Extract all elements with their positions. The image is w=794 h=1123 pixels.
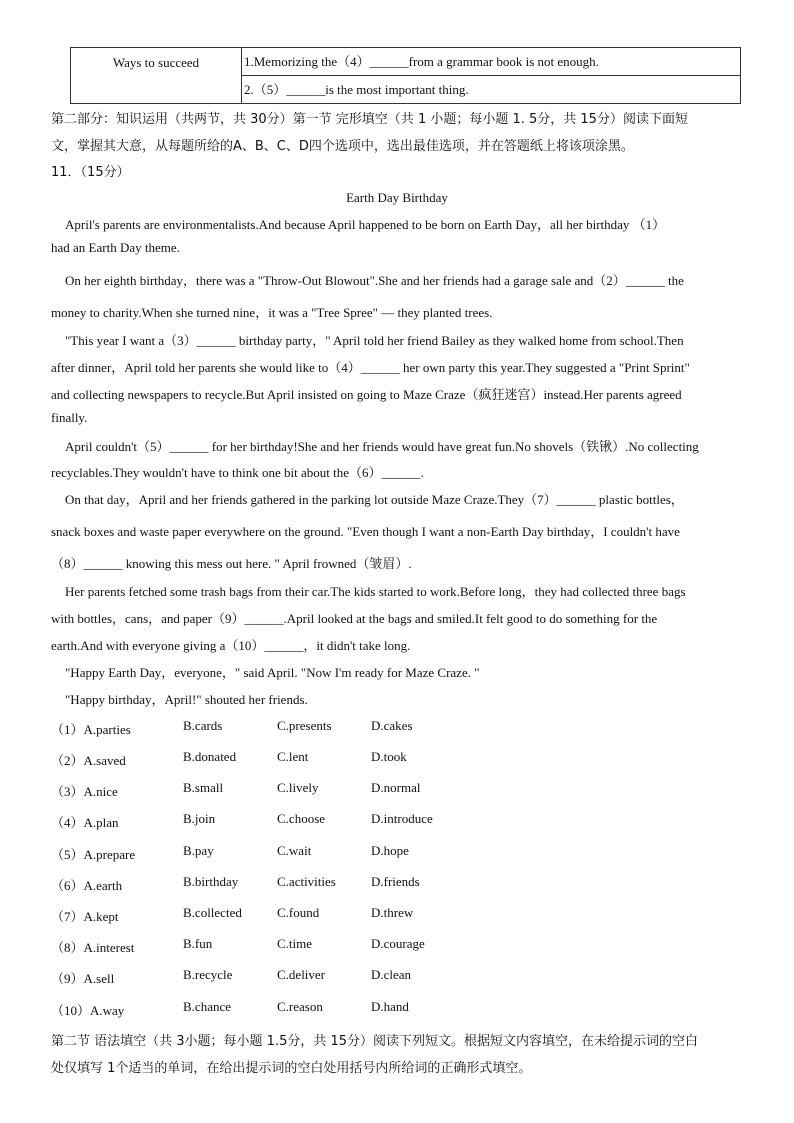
option-a: （9）A.sell	[51, 971, 115, 986]
paragraph-6-line-2: with bottles，cans，and paper（9）______.April looked at the bags and smiled.It felt good to do something for the	[51, 611, 658, 626]
paragraph-3-line-4: finally.	[51, 410, 88, 425]
ways-to-succeed-table	[70, 47, 741, 104]
paragraph-4-line-2: recyclables.They wouldn't have to think one bit about the（6）______.	[51, 465, 424, 480]
paragraph-7: "Happy Earth Day，everyone，" said April. "Now I'm ready for Maze Craze. "	[65, 665, 480, 680]
option-c: C.choose	[277, 811, 326, 826]
option-c: C.found	[277, 905, 320, 920]
option-c: C.lent	[277, 749, 309, 764]
option-b: B.recycle	[183, 967, 233, 982]
option-c: C.time	[277, 936, 313, 951]
paragraph-6-line-3: earth.And with everyone giving a（10）______，it didn't take long.	[51, 638, 411, 653]
paragraph-6-line-1: Her parents fetched some trash bags from their car.The kids started to work.Before long，they had collected three bags	[65, 584, 686, 599]
option-c: C.activities	[277, 874, 336, 889]
paragraph-4-line-1: April couldn't（5）______ for her birthday!She and her friends would have great fun.No shovels（铁锹）.No collecting	[65, 439, 699, 454]
option-d: D.hand	[371, 999, 409, 1014]
paragraph-1-line-2: had an Earth Day theme.	[51, 240, 180, 255]
paragraph-3-line-1: "This year I want a（3）______ birthday party，" April told her friend Bailey as they walked home from school.Then	[65, 333, 684, 348]
option-a: （4）A.plan	[51, 815, 119, 830]
paragraph-1-line-1: April's parents are environmentalists.And because April happened to be born on Earth Day，all her birthday （1）	[65, 217, 666, 232]
option-b: B.small	[183, 780, 224, 795]
option-c: C.lively	[277, 780, 319, 795]
option-b: B.chance	[183, 999, 232, 1014]
option-a: （8）A.interest	[51, 940, 135, 955]
question-number: 11．（15分）	[51, 165, 130, 180]
option-a: （7）A.kept	[51, 909, 119, 924]
option-d: D.clean	[371, 967, 412, 982]
option-d: D.hope	[371, 843, 409, 858]
option-b: B.cards	[183, 718, 223, 733]
section3-instruction-line2: 处仅填写 1个适当的单词，在给出提示词的空白处用括号内所给词的正确形式填空。	[51, 1061, 532, 1076]
option-a: （5）A.prepare	[51, 847, 136, 862]
paragraph-8: "Happy birthday，April!" shouted her friends.	[65, 692, 308, 707]
paragraph-5-line-3: （8）______ knowing this mess out here. " April frowned（皱眉）.	[51, 556, 412, 571]
option-d: D.introduce	[371, 811, 433, 826]
paragraph-3-line-2: after dinner，April told her parents she would like to（4）______ her own party this year.They suggested a "Print Sprint"	[51, 360, 690, 375]
option-d: D.threw	[371, 905, 414, 920]
option-d: D.friends	[371, 874, 420, 889]
paragraph-5-line-2: snack boxes and waste paper everywhere on the ground. "Even though I want a non-Earth Day birthday，I couldn't have	[51, 524, 680, 539]
option-b: B.fun	[183, 936, 213, 951]
option-c: C.reason	[277, 999, 323, 1014]
paragraph-5-line-1: On that day，April and her friends gathered in the parking lot outside Maze Craze.They（7）______ plastic bottles，	[65, 492, 684, 507]
option-a: （3）A.nice	[51, 784, 118, 799]
option-b: B.join	[183, 811, 216, 826]
table-row-2: 2.（5）______is the most important thing.	[242, 76, 741, 104]
option-b: B.pay	[183, 843, 214, 858]
option-d: D.normal	[371, 780, 421, 795]
passage-title: Earth Day Birthday	[346, 190, 448, 205]
paragraph-2-line-1: On her eighth birthday，there was a "Throw-Out Blowout".She and her friends had a garage sale and（2）______ the	[65, 273, 684, 288]
option-c: C.deliver	[277, 967, 326, 982]
section2-instruction-line1: 第二部分：知识运用（共两节，共 30分）第一节 完形填空（共 1 小题；每小题 1. 5分，共 15分）阅读下面短	[51, 112, 688, 127]
option-a: （10）A.way	[51, 1003, 125, 1018]
option-b: B.donated	[183, 749, 237, 764]
option-b: B.birthday	[183, 874, 239, 889]
option-a: （1）A.parties	[51, 722, 131, 737]
option-d: D.took	[371, 749, 407, 764]
table-row-1: 1.Memorizing the（4）______from a grammar book is not enough.	[242, 48, 741, 76]
option-b: B.collected	[183, 905, 242, 920]
section2-instruction-line2: 文，掌握其大意，从每题所给的A、B、C、D四个选项中，选出最佳选项，并在答题纸上将该项涂黑。	[51, 139, 634, 154]
section3-instruction-line1: 第二节 语法填空（共 3小题；每小题 1.5分，共 15分）阅读下列短文。根据短文内容填空，在未给提示词的空白	[51, 1034, 699, 1049]
table-label-cell: Ways to succeed	[71, 48, 242, 104]
option-a: （2）A.saved	[51, 753, 126, 768]
paragraph-3-line-3: and collecting newspapers to recycle.But April insisted on going to Maze Craze（疯狂迷宫）instead.Her parents agreed	[51, 387, 682, 402]
option-a: （6）A.earth	[51, 878, 123, 893]
option-d: D.cakes	[371, 718, 413, 733]
paragraph-2-line-2: money to charity.When she turned nine，it was a "Tree Spree" — they planted trees.	[51, 305, 493, 320]
option-d: D.courage	[371, 936, 425, 951]
option-c: C.wait	[277, 843, 312, 858]
option-c: C.presents	[277, 718, 332, 733]
